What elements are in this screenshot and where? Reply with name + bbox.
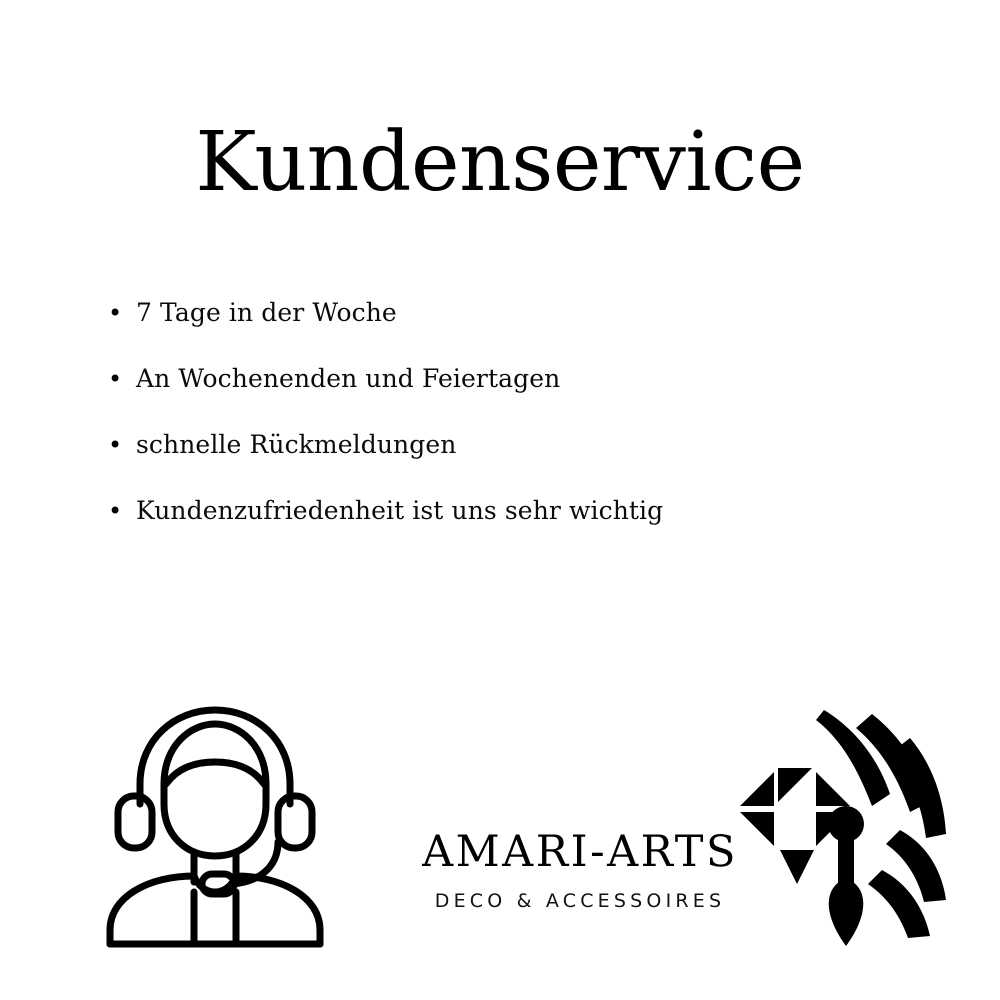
bullet-marker-icon: • bbox=[108, 431, 123, 459]
bullet-marker-icon: • bbox=[108, 497, 123, 525]
headset-support-agent-icon bbox=[80, 700, 350, 950]
bullet-marker-icon: • bbox=[108, 299, 123, 327]
list-item-label: 7 Tage in der Woche bbox=[136, 298, 397, 327]
list-item-label: An Wochenenden und Feiertagen bbox=[136, 364, 561, 393]
list-item bbox=[108, 494, 928, 528]
list-item-label: schnelle Rückmeldungen bbox=[136, 430, 457, 459]
brand-tagline: DECO & ACCESSOIRES bbox=[434, 890, 726, 912]
page-title: Kundenservice bbox=[195, 115, 805, 210]
benefits-list bbox=[108, 296, 928, 560]
native-headdress-logo-icon bbox=[704, 702, 954, 952]
list-item bbox=[108, 362, 928, 396]
bullet-marker-icon: • bbox=[108, 365, 123, 393]
list-item bbox=[108, 428, 928, 462]
list-item bbox=[108, 296, 928, 330]
footer bbox=[0, 680, 1000, 1000]
brand-name: AMARI-ARTS bbox=[422, 827, 738, 877]
list-item-label: Kundenzufriedenheit ist uns sehr wichtig bbox=[136, 496, 664, 525]
